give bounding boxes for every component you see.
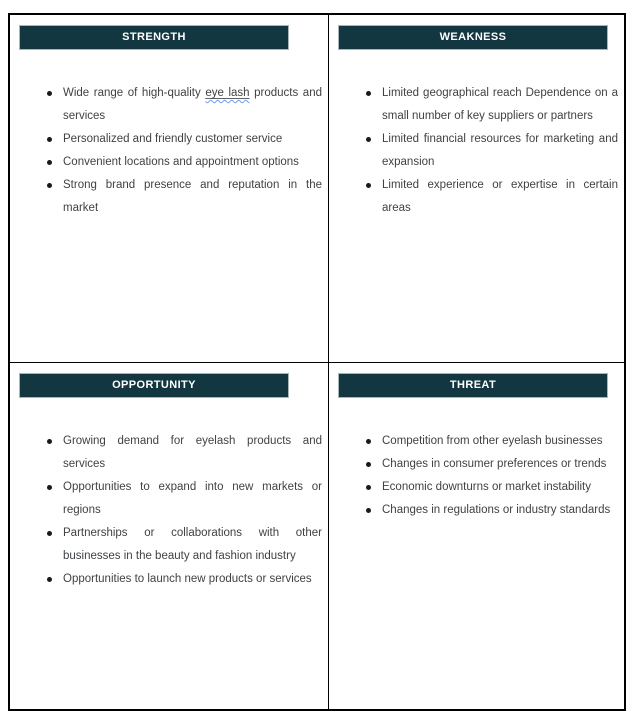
threat-list — [329, 430, 624, 522]
list-item: Strong brand presence and reputation in the market — [63, 174, 322, 220]
list-item: Limited geographical reach Dependence on a small number of key suppliers or partners — [382, 82, 618, 128]
list-item-text-post: products and services — [63, 87, 322, 122]
opportunity-header: OPPORTUNITY — [19, 373, 289, 398]
threat-header: THREAT — [338, 373, 608, 398]
list-item: Changes in consumer preferences or trends — [382, 453, 618, 476]
list-item: Growing demand for eyelash products and services — [63, 430, 322, 476]
list-item: Opportunities to expand into new markets or regions — [63, 476, 322, 522]
weakness-cell[interactable] — [329, 15, 624, 363]
list-item: Partnerships or collaborations with other businesses in the beauty and fashion industry — [63, 522, 322, 568]
list-item — [63, 82, 322, 128]
list-item: Changes in regulations or industry standards — [382, 499, 618, 522]
strength-cell[interactable] — [10, 15, 329, 363]
weakness-list — [329, 82, 624, 220]
strength-header: STRENGTH — [19, 25, 289, 50]
list-item: Limited financial resources for marketing and expansion — [382, 128, 618, 174]
list-item: Competition from other eyelash businesses — [382, 430, 618, 453]
list-item: Limited experience or expertise in certain areas — [382, 174, 618, 220]
list-item: Convenient locations and appointment options — [63, 151, 322, 174]
weakness-header: WEAKNESS — [338, 25, 608, 50]
opportunity-cell[interactable] — [10, 363, 329, 709]
spellcheck-flagged-text[interactable]: eye lash — [205, 87, 250, 99]
list-item: Personalized and friendly customer service — [63, 128, 322, 151]
spellcheck-underline[interactable] — [205, 87, 249, 99]
list-item: Economic downturns or market instability — [382, 476, 618, 499]
list-item: Opportunities to launch new products or services — [63, 568, 322, 591]
opportunity-list — [10, 430, 328, 591]
strength-list — [10, 82, 328, 220]
threat-cell[interactable] — [329, 363, 624, 709]
list-item-text-pre: Wide range of high-quality — [63, 87, 206, 99]
swot-table — [8, 13, 626, 711]
